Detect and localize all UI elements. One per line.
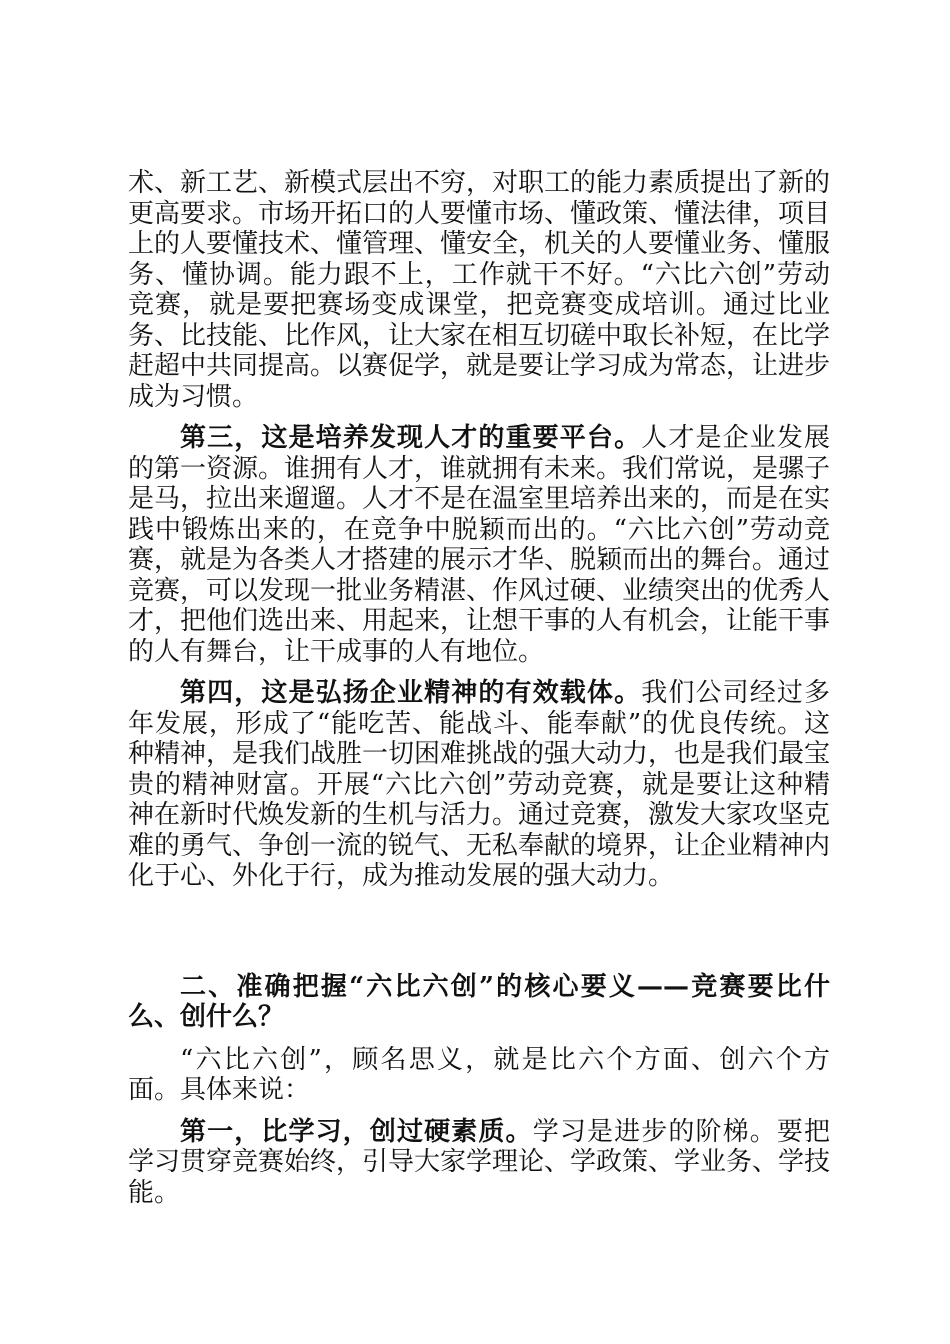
paragraph-text: 学习是进步的阶梯。要把学习贯穿竞赛始终，引导大家学理论、学政策、学业务、学技能。 — [128, 1116, 831, 1208]
paragraph-text: 人才是企业发展的第一资源。谁拥有人才，谁就拥有未来。我们常说，是骡子是马，拉出来遛遛。人才不是在温室里培养出来的，而是在实践中锻炼出来的，在竞争中脱颖而出的。“六比六创”劳动竞赛，就是为各类人才搭建的展示才华、脱颖而出的舞台。通过竞赛，可以发现一批业务精湛、作风过硬、业绩突出的优秀人才，把他们选出来、用起来，让想干事的人有机会，让能干事的人有舞台，让干成事的人有地位。 — [128, 423, 831, 667]
paragraph-lead-first: 第一，比学习，创过硬素质。 — [180, 1116, 533, 1147]
document-body — [128, 168, 830, 1208]
paragraph-talent-platform — [128, 423, 830, 667]
paragraph-intro-six: “六比六创”，顾名思义，就是比六个方面、创六个方面。具体来说： — [128, 1044, 830, 1105]
paragraph-enterprise-spirit — [128, 678, 830, 892]
paragraph-study — [128, 1117, 830, 1209]
paragraph-lead-fourth: 第四，这是弘扬企业精神的有效载体。 — [180, 678, 642, 708]
paragraph-lead-third: 第三，这是培养发现人才的重要平台。 — [180, 423, 642, 453]
section-heading-2: 二、准确把握“六比六创”的核心要义——竞赛要比什么、创什么？ — [128, 971, 830, 1032]
paragraph-ability-requirements: 术、新工艺、新模式层出不穷，对职工的能力素质提出了新的更高要求。市场开拓口的人要懂市场、懂政策、懂法律，项目上的人要懂技术、懂管理、懂安全，机关的人要懂业务、懂服务、懂协调。能力跟不上，工作就干不好。“六比六创”劳动竞赛，就是要把赛场变成课堂，把竞赛变成培训。通过比业务、比技能、比作风，让大家在相互切磋中取长补短，在比学赶超中共同提高。以赛促学，就是要让学习成为常态，让进步成为习惯。 — [128, 168, 831, 412]
paragraph-text: 我们公司经过多年发展，形成了“能吃苦、能战斗、能奉献”的优良传统。这种精神，是我们战胜一切困难挑战的强大动力，也是我们最宝贵的精神财富。开展“六比六创”劳动竞赛，就是要让这种精神在新时代焕发新的生机与活力。通过竞赛，激发大家攻坚克难的勇气、争创一流的锐气、无私奉献的境界，让企业精神内化于心、外化于行，成为推动发展的强大动力。 — [128, 678, 831, 891]
